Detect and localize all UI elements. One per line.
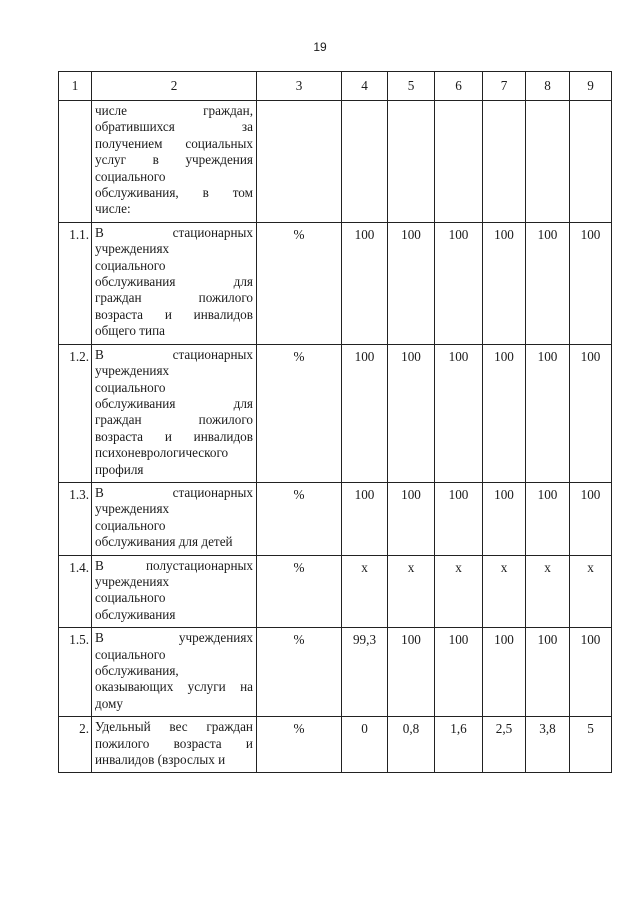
- row-value: 3,8: [526, 717, 570, 773]
- header-cell-4: 4: [342, 72, 388, 101]
- row-value: 100: [388, 344, 435, 482]
- header-cell-2: 2: [92, 72, 257, 101]
- row-value: 0,8: [388, 717, 435, 773]
- row-value: 100: [435, 222, 483, 344]
- row-description: [92, 482, 257, 555]
- indicators-table: [58, 71, 612, 773]
- page-number: 19: [313, 40, 327, 54]
- row-value: 100: [483, 628, 526, 717]
- row-value: 100: [570, 482, 612, 555]
- header-cell-8: 8: [526, 72, 570, 101]
- description-line: числе граждан,: [95, 103, 253, 118]
- description-line: услуг в учреждения: [95, 152, 253, 168]
- row-value: 100: [483, 482, 526, 555]
- description-line: В стационарных: [95, 484, 253, 500]
- description-line: получением социальных: [95, 135, 253, 151]
- row-number: [59, 101, 92, 223]
- description-line: В стационарных: [95, 224, 253, 240]
- description-line: обслуживания для: [95, 395, 253, 411]
- description-line: учреждениях: [95, 241, 170, 257]
- row-number: 1.2.: [59, 344, 92, 482]
- description-line: граждан пожилого: [95, 412, 253, 428]
- row-value: [388, 101, 435, 223]
- row-description: [92, 344, 257, 482]
- description-line: учреждениях: [95, 363, 170, 379]
- row-unit: %: [257, 628, 342, 717]
- description-line: возраста и инвалидов: [95, 428, 253, 444]
- row-value: 100: [570, 222, 612, 344]
- row-value: 100: [342, 344, 388, 482]
- row-value: 100: [435, 344, 483, 482]
- row-value: [435, 101, 483, 223]
- header-cell-3: 3: [257, 72, 342, 101]
- row-value: 100: [342, 482, 388, 555]
- table-row: [59, 222, 612, 344]
- header-row: [59, 72, 612, 101]
- row-value: х: [570, 555, 612, 628]
- row-value: [570, 101, 612, 223]
- header-cell-5: 5: [388, 72, 435, 101]
- row-value: [526, 101, 570, 223]
- row-value: х: [342, 555, 388, 628]
- row-value: х: [483, 555, 526, 628]
- table-row: [59, 101, 612, 223]
- row-unit: %: [257, 222, 342, 344]
- row-value: 2,5: [483, 717, 526, 773]
- row-value: 100: [526, 344, 570, 482]
- row-value: 100: [570, 344, 612, 482]
- description-line: социального: [95, 646, 166, 662]
- row-unit: %: [257, 555, 342, 628]
- row-value: 100: [342, 222, 388, 344]
- row-value: 100: [483, 222, 526, 344]
- description-line: пожилого возраста и: [95, 735, 253, 751]
- description-line: социального: [95, 257, 166, 273]
- row-value: 100: [435, 628, 483, 717]
- row-unit: [257, 101, 342, 223]
- description-line: социального: [95, 168, 166, 184]
- description-line: обратившихся за: [95, 119, 253, 135]
- row-description: [92, 101, 257, 223]
- row-unit: %: [257, 344, 342, 482]
- header-cell-9: 9: [570, 72, 612, 101]
- row-value: 0: [342, 717, 388, 773]
- row-value: 100: [388, 482, 435, 555]
- description-line: числе:: [95, 201, 131, 217]
- row-description: [92, 628, 257, 717]
- table-body: [59, 101, 612, 773]
- row-value: х: [388, 555, 435, 628]
- row-value: 100: [435, 482, 483, 555]
- row-description: [92, 555, 257, 628]
- row-number: 1.3.: [59, 482, 92, 555]
- row-number: 2.: [59, 717, 92, 773]
- description-line: обслуживания, в том: [95, 185, 253, 201]
- row-number: 1.4.: [59, 555, 92, 628]
- description-line: граждан пожилого: [95, 290, 253, 306]
- row-unit: %: [257, 717, 342, 773]
- row-number: 1.5.: [59, 628, 92, 717]
- row-value: [342, 101, 388, 223]
- table-row: [59, 717, 612, 773]
- description-line: оказывающих услуги на: [95, 679, 253, 695]
- description-line: В учреждениях: [95, 630, 253, 646]
- row-number: 1.1.: [59, 222, 92, 344]
- description-line: обслуживания для детей: [95, 534, 233, 550]
- row-value: 100: [526, 482, 570, 555]
- description-line: инвалидов (взрослых и: [95, 752, 226, 768]
- description-line: обслуживания: [95, 606, 176, 622]
- description-line: социального: [95, 517, 166, 533]
- row-value: 100: [388, 628, 435, 717]
- description-line: учреждениях: [95, 501, 170, 517]
- description-line: учреждениях: [95, 573, 170, 589]
- header-cell-1: 1: [59, 72, 92, 101]
- row-value: х: [526, 555, 570, 628]
- description-line: общего типа: [95, 323, 166, 339]
- table-row: [59, 555, 612, 628]
- row-value: 99,3: [342, 628, 388, 717]
- row-unit: %: [257, 482, 342, 555]
- row-value: 100: [388, 222, 435, 344]
- row-value: [483, 101, 526, 223]
- description-line: возраста и инвалидов: [95, 306, 253, 322]
- row-value: х: [435, 555, 483, 628]
- description-line: социального: [95, 590, 166, 606]
- description-line: дому: [95, 695, 123, 711]
- row-value: 1,6: [435, 717, 483, 773]
- table-row: [59, 344, 612, 482]
- description-line: психоневрологического: [95, 445, 229, 461]
- row-description: [92, 717, 257, 773]
- description-line: профиля: [95, 461, 144, 477]
- description-line: обслуживания для: [95, 274, 253, 290]
- description-line: В стационарных: [95, 346, 253, 362]
- table-row: [59, 628, 612, 717]
- row-value: 100: [526, 222, 570, 344]
- row-value: 100: [570, 628, 612, 717]
- header-cell-7: 7: [483, 72, 526, 101]
- header-cell-6: 6: [435, 72, 483, 101]
- description-line: В полустационарных: [95, 557, 253, 573]
- row-value: 100: [526, 628, 570, 717]
- row-value: 100: [483, 344, 526, 482]
- description-line: обслуживания,: [95, 663, 179, 678]
- description-line: социального: [95, 379, 166, 395]
- description-line: Удельный вес граждан: [95, 719, 253, 735]
- row-description: [92, 222, 257, 344]
- table-row: [59, 482, 612, 555]
- row-value: 5: [570, 717, 612, 773]
